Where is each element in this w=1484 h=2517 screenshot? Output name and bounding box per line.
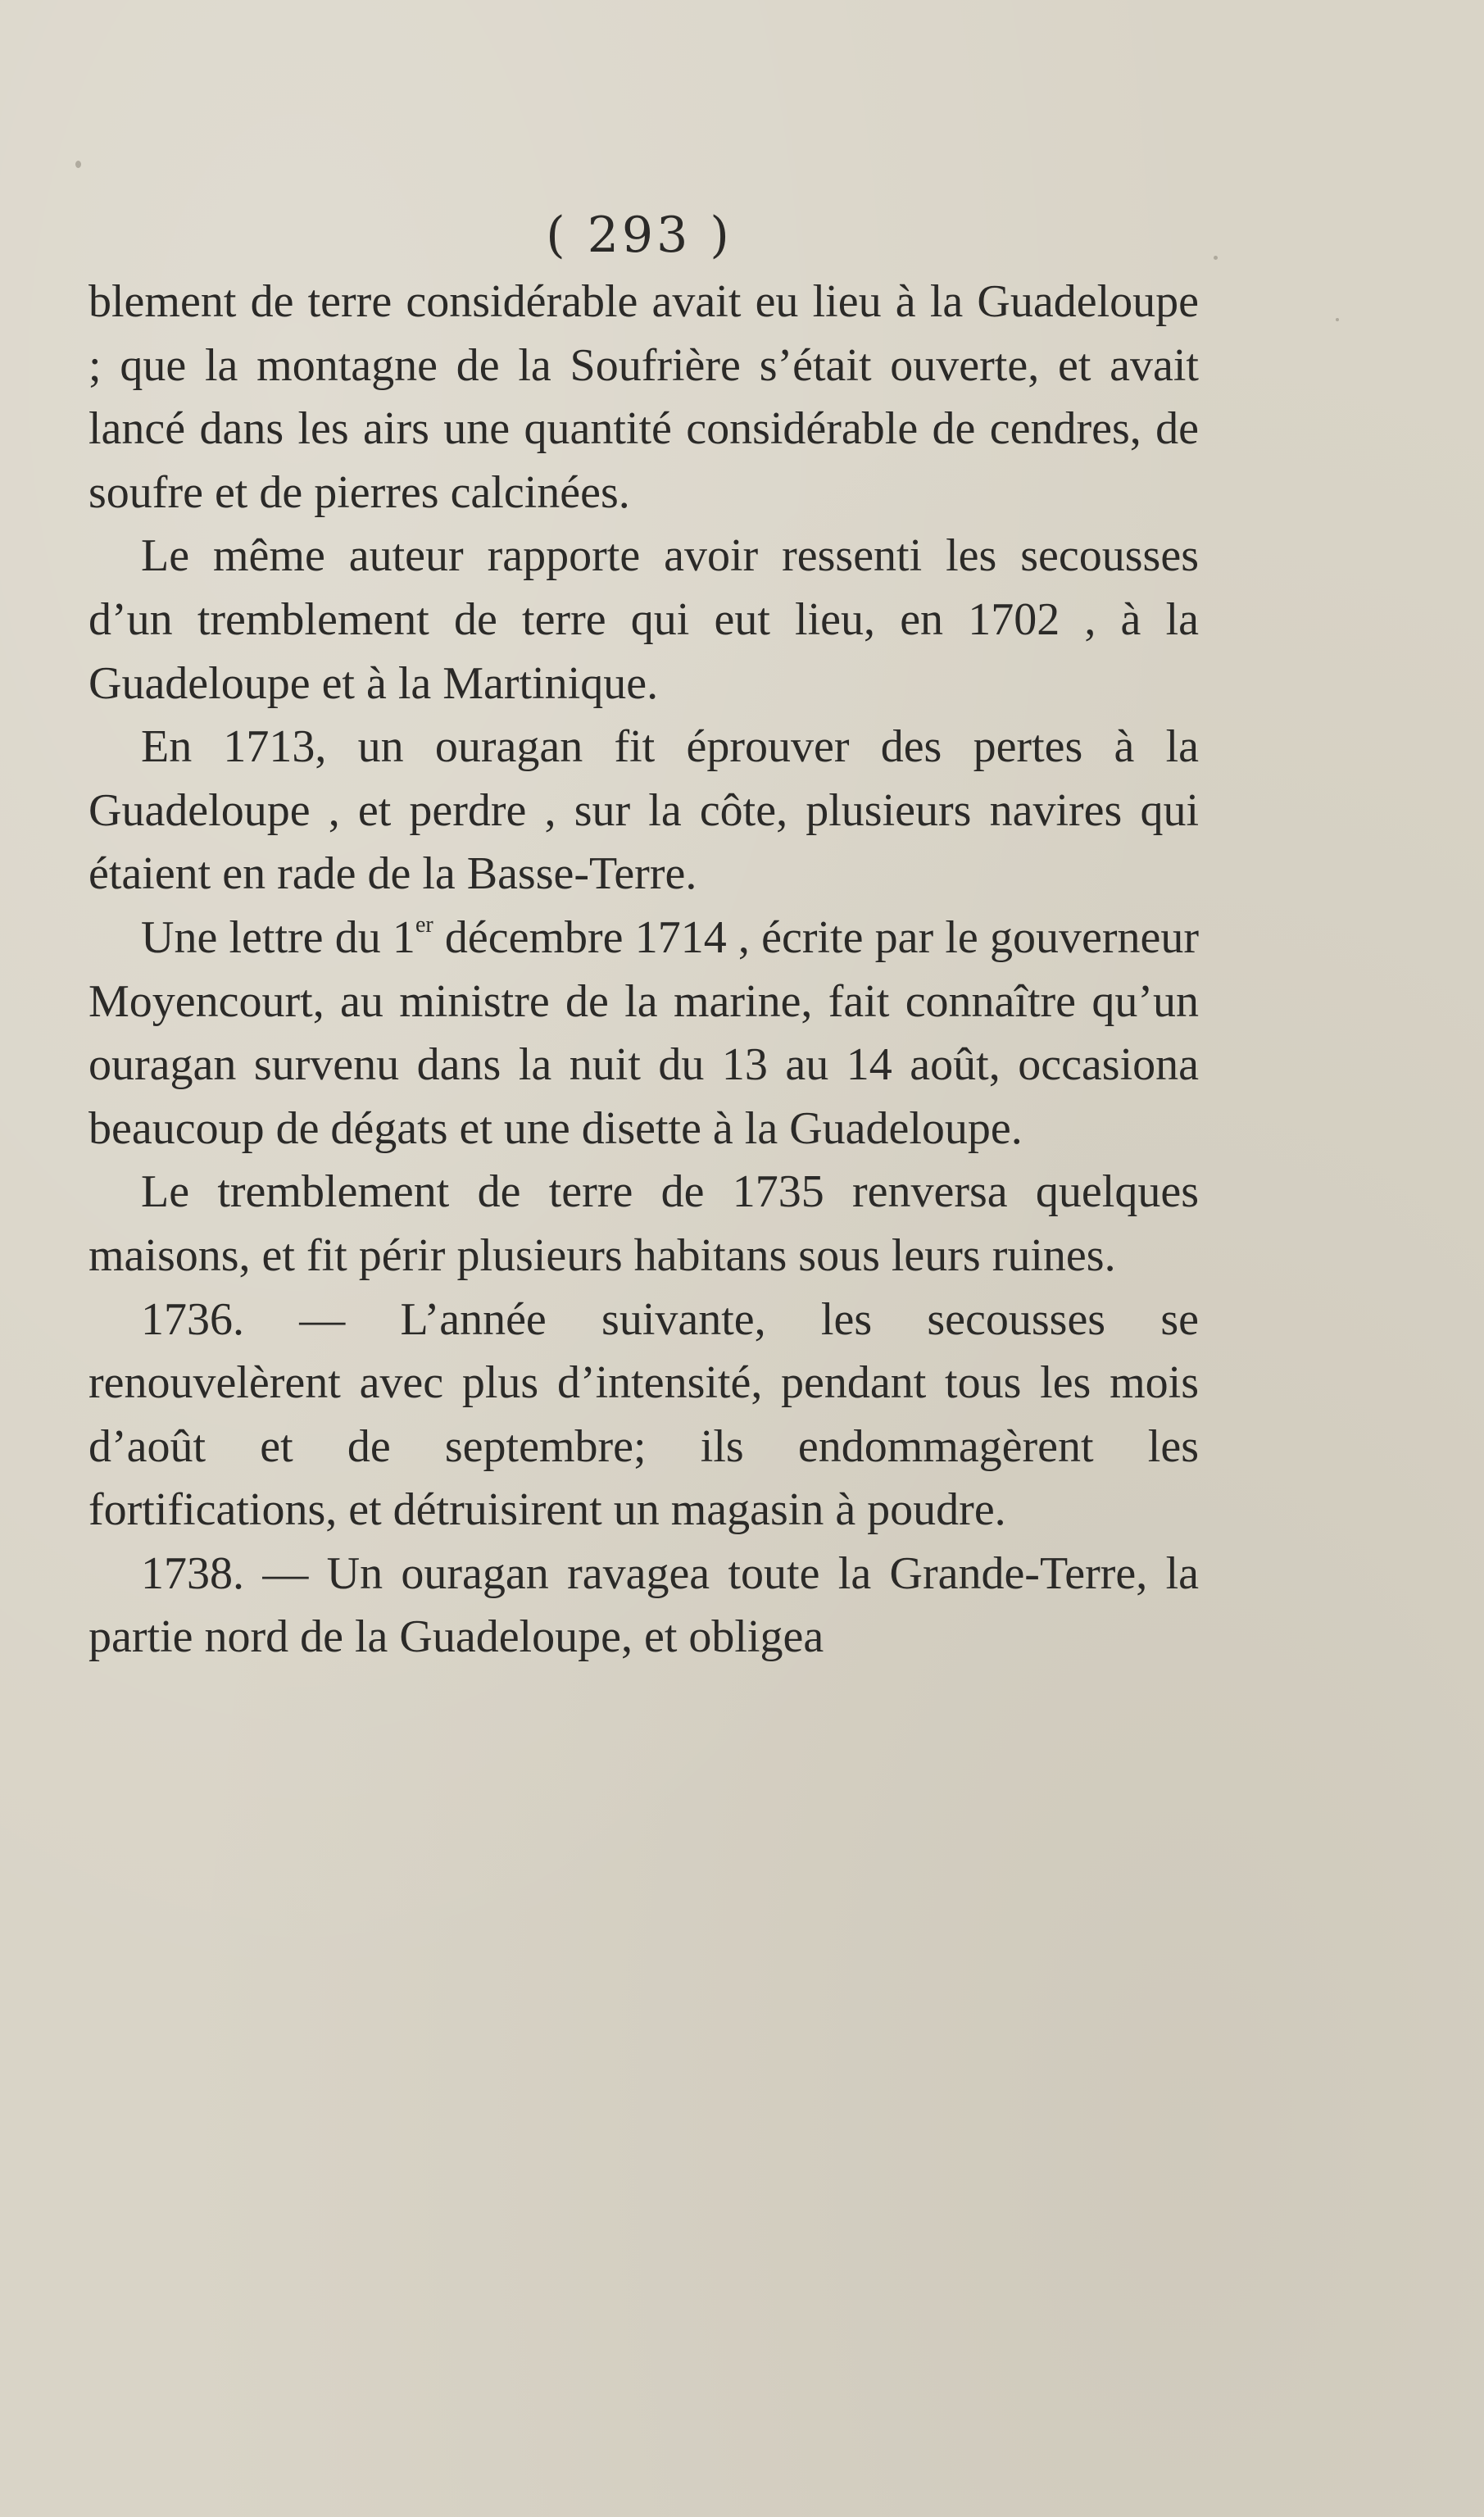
body-text (88, 270, 1199, 1670)
paragraph-2: Le même auteur rapporte avoir ressenti les secousses d’un tremblement de terre qui eut lieu, en 1702 , à la Guadeloupe et à la Martinique. (88, 530, 1199, 709)
paragraph-3: En 1713, un ouragan fit éprouver des pertes à la Guadeloupe , et perdre , sur la côte, plusieurs navires qui étaient en rade de la Basse-Terre. (88, 721, 1199, 900)
paragraph-7: 1738. — Un ouragan ravagea toute la Grande-Terre, la partie nord de la Guadeloupe, et obligea (88, 1547, 1199, 1663)
page-number: ( 293 ) (546, 207, 733, 264)
paragraph-1: blement de terre considérable avait eu lieu à la Guadeloupe ; que la montagne de la Soufrière s’était ouverte, et avait lancé dans les airs une quantité considérable de cendres, de soufre et de pierres calcinées. (88, 276, 1199, 518)
paragraph-4-rest: décembre 1714 , écrite par le gouverneur Moyencourt, au ministre de la marine, fait connaître qu’un ouragan survenu dans la nuit du 13 au 14 août, occasiona beaucoup de dégats et une disette à la Guadeloupe. (88, 911, 1199, 1154)
paper-speck (75, 161, 81, 168)
paragraph-4-start: Une lettre du 1 (141, 911, 415, 963)
paragraph-4 (88, 906, 1199, 1161)
ordinal-superscript: er (415, 911, 433, 938)
paper-speck (1336, 318, 1339, 321)
paragraph-6: 1736. — L’année suivante, les secousses se renouvelèrent avec plus d’intensité, pendant tous les mois d’août et de septembre; ils endommagèrent les fortifications, et détruisirent un magasin à poudre. (88, 1293, 1199, 1536)
paragraph-5: Le tremblement de terre de 1735 renversa quelques maisons, et fit périr plusieurs habitans sous leurs ruines. (88, 1166, 1199, 1281)
